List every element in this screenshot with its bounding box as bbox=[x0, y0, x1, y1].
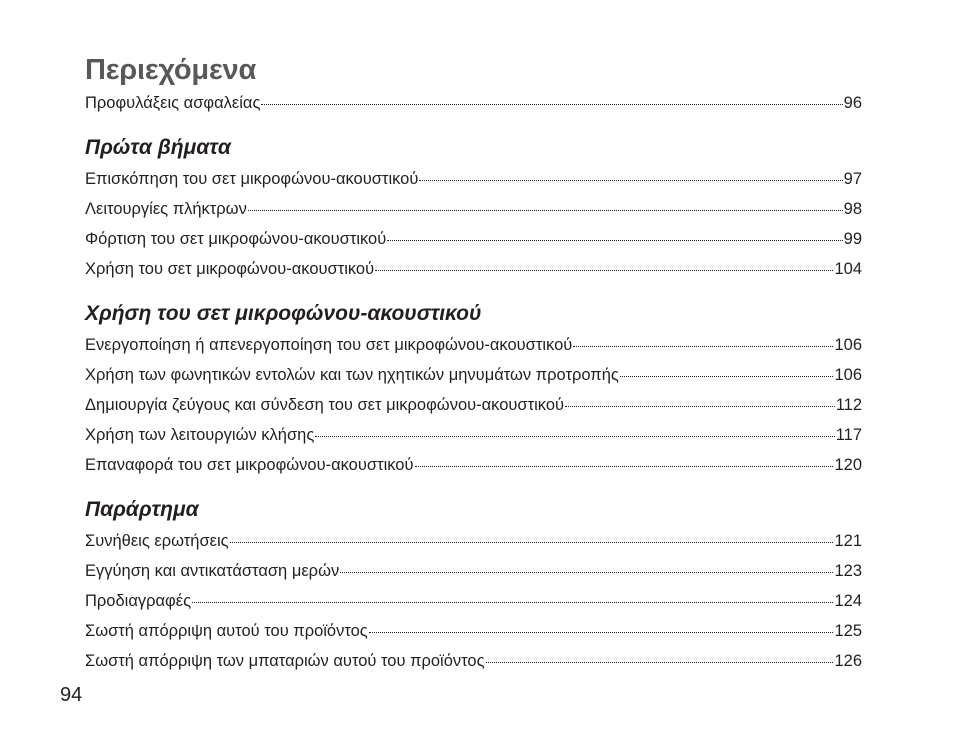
dot-leader bbox=[340, 572, 833, 573]
dot-leader bbox=[620, 376, 834, 377]
toc-entry-label: Χρήση των φωνητικών εντολών και των ηχητικών μηνυμάτων προτροπής bbox=[85, 366, 619, 384]
toc-entry-page: 112 bbox=[835, 396, 862, 414]
toc-entry-page: 106 bbox=[834, 336, 862, 354]
toc-entry[interactable] bbox=[85, 88, 862, 118]
dot-leader bbox=[315, 436, 834, 437]
dot-leader bbox=[387, 240, 842, 241]
toc-entry[interactable] bbox=[85, 330, 862, 360]
toc-entry-label: Σωστή απόρριψη αυτού του προϊόντος bbox=[85, 622, 368, 640]
toc-entry-page: 117 bbox=[835, 426, 862, 444]
toc-entry-page: 125 bbox=[834, 622, 862, 640]
dot-leader bbox=[415, 466, 834, 467]
toc-entry-label: Χρήση των λειτουργιών κλήσης bbox=[85, 426, 315, 444]
dot-leader bbox=[230, 542, 834, 543]
toc-entry[interactable] bbox=[85, 360, 862, 390]
toc-entry[interactable] bbox=[85, 556, 862, 586]
toc-entry-label: Σωστή απόρριψη των μπαταριών αυτού του προϊόντος bbox=[85, 652, 485, 670]
toc-entry-page: 120 bbox=[834, 456, 862, 474]
toc-entry-label: Προφυλάξεις ασφαλείας bbox=[85, 94, 261, 112]
dot-leader bbox=[565, 406, 835, 407]
toc-entry[interactable] bbox=[85, 420, 862, 450]
toc-entry-page: 106 bbox=[834, 366, 862, 384]
toc-entry[interactable] bbox=[85, 390, 862, 420]
dot-leader bbox=[573, 346, 833, 347]
toc-entry-page: 104 bbox=[834, 260, 862, 278]
toc-entry-page: 97 bbox=[843, 170, 862, 188]
toc-entry-page: 126 bbox=[834, 652, 862, 670]
dot-leader bbox=[261, 104, 842, 105]
toc-entry-label: Προδιαγραφές bbox=[85, 592, 192, 610]
dot-leader bbox=[192, 602, 833, 603]
toc-entry-page: 123 bbox=[834, 562, 862, 580]
toc-entry-label: Εγγύηση και αντικατάσταση μερών bbox=[85, 562, 340, 580]
section-title: Χρήση του σετ μικροφώνου-ακουστικού bbox=[85, 302, 482, 325]
dot-leader bbox=[419, 180, 842, 181]
toc-intro bbox=[85, 88, 862, 118]
toc-entry[interactable] bbox=[85, 646, 862, 676]
toc-entry[interactable] bbox=[85, 254, 862, 284]
toc-entry-label: Δημιουργία ζεύγους και σύνδεση του σετ μικροφώνου-ακουστικού bbox=[85, 396, 565, 414]
dot-leader bbox=[248, 210, 843, 211]
toc-entry-label: Χρήση του σετ μικροφώνου-ακουστικού bbox=[85, 260, 375, 278]
toc-section-using-headset bbox=[85, 298, 862, 480]
table-of-contents bbox=[85, 52, 862, 676]
section-title: Πρώτα βήματα bbox=[85, 136, 231, 159]
page-number: 94 bbox=[60, 684, 83, 706]
toc-entry-page: 121 bbox=[834, 532, 862, 550]
toc-entry-label: Ενεργοποίηση ή απενεργοποίηση του σετ μικροφώνου-ακουστικού bbox=[85, 336, 573, 354]
toc-entry-label: Συνήθεις ερωτήσεις bbox=[85, 532, 229, 550]
toc-entry-page: 124 bbox=[834, 592, 862, 610]
toc-entry[interactable] bbox=[85, 450, 862, 480]
toc-entry[interactable] bbox=[85, 526, 862, 556]
toc-section-getting-started bbox=[85, 132, 862, 284]
toc-entry-label: Επισκόπηση του σετ μικροφώνου-ακουστικού bbox=[85, 170, 419, 188]
toc-entry[interactable] bbox=[85, 616, 862, 646]
page-title: Περιεχόμενα bbox=[85, 54, 257, 86]
dot-leader bbox=[486, 662, 834, 663]
toc-entry[interactable] bbox=[85, 224, 862, 254]
toc-entry-page: 96 bbox=[843, 94, 862, 112]
section-title: Παράρτημα bbox=[85, 498, 199, 521]
toc-entry-page: 98 bbox=[843, 200, 862, 218]
toc-entry-label: Λειτουργίες πλήκτρων bbox=[85, 200, 247, 218]
toc-entry[interactable] bbox=[85, 194, 862, 224]
toc-entry-label: Επαναφορά του σετ μικροφώνου-ακουστικού bbox=[85, 456, 414, 474]
dot-leader bbox=[375, 270, 833, 271]
dot-leader bbox=[369, 632, 834, 633]
toc-entry[interactable] bbox=[85, 586, 862, 616]
toc-section-appendix bbox=[85, 494, 862, 676]
toc-entry[interactable] bbox=[85, 164, 862, 194]
toc-entry-label: Φόρτιση του σετ μικροφώνου-ακουστικού bbox=[85, 230, 387, 248]
toc-entry-page: 99 bbox=[843, 230, 862, 248]
